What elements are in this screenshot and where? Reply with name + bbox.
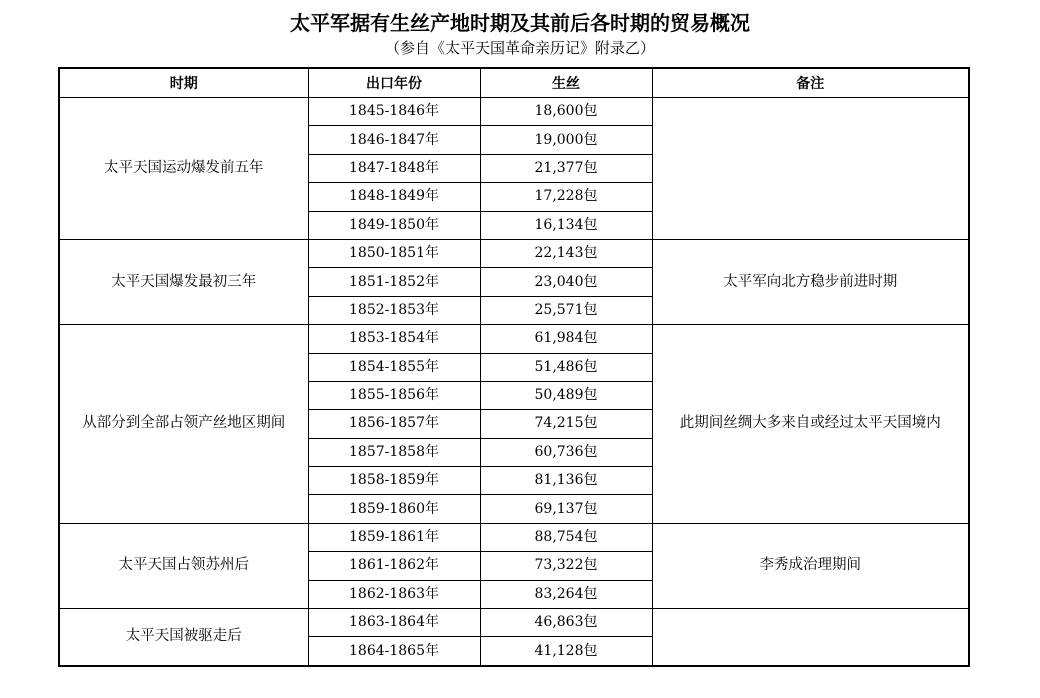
export-year-cell: 1856-1857年 — [308, 410, 480, 438]
raw-silk-cell: 41,128包 — [480, 637, 652, 666]
table-row — [59, 325, 969, 353]
export-year-cell: 1863-1864年 — [308, 609, 480, 637]
table-row — [59, 98, 969, 126]
export-year-cell: 1846-1847年 — [308, 126, 480, 154]
raw-silk-cell: 23,040包 — [480, 268, 652, 296]
raw-silk-cell: 25,571包 — [480, 296, 652, 324]
raw-silk-cell: 21,377包 — [480, 154, 652, 182]
raw-silk-cell: 88,754包 — [480, 523, 652, 551]
export-year-cell: 1852-1853年 — [308, 296, 480, 324]
export-year-cell: 1854-1855年 — [308, 353, 480, 381]
header-raw-silk: 生丝 — [480, 68, 652, 98]
raw-silk-cell: 60,736包 — [480, 438, 652, 466]
export-year-cell: 1855-1856年 — [308, 381, 480, 409]
export-year-cell: 1847-1848年 — [308, 154, 480, 182]
export-year-cell: 1864-1865年 — [308, 637, 480, 666]
period-cell: 太平天国占领苏州后 — [59, 523, 308, 608]
raw-silk-cell: 46,863包 — [480, 609, 652, 637]
remarks-cell — [652, 98, 969, 240]
export-year-cell: 1849-1850年 — [308, 211, 480, 239]
export-year-cell: 1848-1849年 — [308, 183, 480, 211]
raw-silk-cell: 16,134包 — [480, 211, 652, 239]
export-year-cell: 1853-1854年 — [308, 325, 480, 353]
raw-silk-cell: 69,137包 — [480, 495, 652, 523]
table-body — [59, 98, 969, 666]
document-title: 太平军据有生丝产地时期及其前后各时期的贸易概况 — [290, 11, 750, 35]
raw-silk-cell: 17,228包 — [480, 183, 652, 211]
raw-silk-cell: 74,215包 — [480, 410, 652, 438]
remarks-cell: 此期间丝绸大多来自或经过太平天国境内 — [652, 325, 969, 524]
table-row — [59, 239, 969, 267]
export-year-cell: 1845-1846年 — [308, 98, 480, 126]
silk-trade-table — [58, 67, 970, 667]
period-cell: 从部分到全部占领产丝地区期间 — [59, 325, 308, 524]
raw-silk-cell: 51,486包 — [480, 353, 652, 381]
table-row — [59, 523, 969, 551]
raw-silk-cell: 81,136包 — [480, 467, 652, 495]
raw-silk-cell: 61,984包 — [480, 325, 652, 353]
export-year-cell: 1858-1859年 — [308, 467, 480, 495]
export-year-cell: 1859-1860年 — [308, 495, 480, 523]
header-period: 时期 — [59, 68, 308, 98]
export-year-cell: 1851-1852年 — [308, 268, 480, 296]
export-year-cell: 1857-1858年 — [308, 438, 480, 466]
export-year-cell: 1850-1851年 — [308, 239, 480, 267]
raw-silk-cell: 18,600包 — [480, 98, 652, 126]
document-subtitle: （参自《太平天国革命亲历记》附录乙） — [384, 39, 655, 57]
remarks-cell: 李秀成治理期间 — [652, 523, 969, 608]
header-remarks: 备注 — [652, 68, 969, 98]
header-export-year: 出口年份 — [308, 68, 480, 98]
export-year-cell: 1859-1861年 — [308, 523, 480, 551]
raw-silk-cell: 73,322包 — [480, 552, 652, 580]
raw-silk-cell: 19,000包 — [480, 126, 652, 154]
raw-silk-cell: 83,264包 — [480, 580, 652, 608]
raw-silk-cell: 22,143包 — [480, 239, 652, 267]
export-year-cell: 1861-1862年 — [308, 552, 480, 580]
table-row — [59, 609, 969, 637]
period-cell: 太平天国爆发最初三年 — [59, 239, 308, 324]
period-cell: 太平天国被驱走后 — [59, 609, 308, 666]
remarks-cell: 太平军向北方稳步前进时期 — [652, 239, 969, 324]
raw-silk-cell: 50,489包 — [480, 381, 652, 409]
period-cell: 太平天国运动爆发前五年 — [59, 98, 308, 240]
remarks-cell — [652, 609, 969, 666]
export-year-cell: 1862-1863年 — [308, 580, 480, 608]
table-header-row — [59, 68, 969, 98]
